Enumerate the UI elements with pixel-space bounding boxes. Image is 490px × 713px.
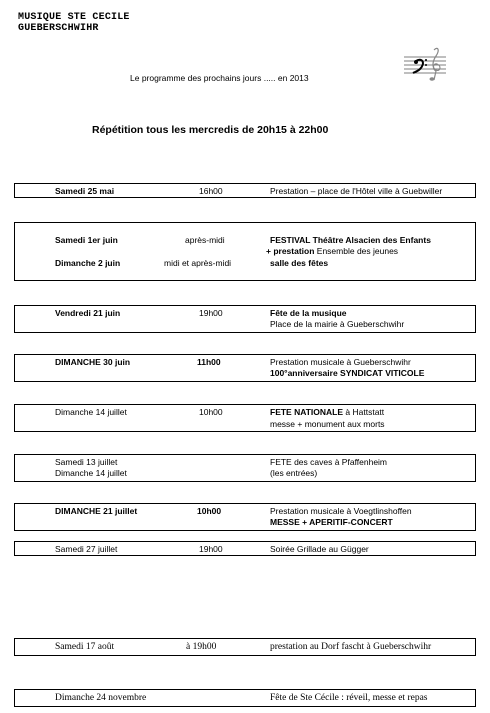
event-time: 19h00: [199, 308, 223, 318]
event-description-rest: à Hattstatt: [343, 407, 385, 417]
event-time: 11h00: [197, 357, 221, 367]
event-day: Samedi 25 mai: [55, 186, 115, 196]
music-staff-clef-icon: [404, 44, 448, 82]
event-description: Soirée Grillade au Gügger: [270, 544, 369, 554]
event-description: prestation au Dorf fascht à Gueberschwihr: [270, 642, 432, 652]
event-description: FETE des caves à Pfaffenheim: [270, 457, 388, 467]
event-description: Prestation musicale à Gueberschwihr: [270, 357, 411, 367]
event-day: Dimanche 14 juillet: [55, 468, 127, 478]
event-description: Prestation musicale à Voegtlinshoffen: [270, 506, 412, 516]
event-day: Samedi 13 juillet: [55, 457, 118, 467]
event-description: Fête de la musique: [270, 308, 347, 318]
event-day: DIMANCHE 21 juillet: [55, 506, 138, 516]
intro-text: Le programme des prochains jours ..... en 2013: [130, 73, 309, 83]
event-description: MESSE + APERITIF-CONCERT: [270, 517, 393, 527]
event-time: à 19h00: [186, 642, 217, 652]
village-name: GUEBERSCHWIHR: [18, 23, 99, 34]
event-description-bold: FETE NATIONALE: [270, 407, 344, 417]
event-description-rest: Ensemble des jeunes: [314, 246, 399, 256]
rehearsal-info: Répétition tous les mercredis de 20h15 à 22h00: [92, 124, 329, 136]
event-time: 16h00: [199, 186, 223, 196]
event-day: Vendredi 21 juin: [55, 308, 121, 318]
event-time: 19h00: [199, 544, 223, 554]
event-time: 10h00: [199, 407, 223, 417]
event-description: [270, 407, 384, 417]
event-day: Dimanche 24 novembre: [55, 693, 147, 703]
event-description: FESTIVAL Théâtre Alsacien des Enfants: [270, 235, 431, 245]
event-day: Dimanche 2 juin: [55, 258, 121, 268]
event-box: [14, 222, 476, 281]
event-time: après-midi: [185, 235, 225, 245]
event-description: messe + monument aux morts: [270, 419, 385, 429]
event-description: (les entrées): [270, 468, 318, 478]
event-time: 10h00: [197, 506, 222, 516]
event-time: midi et après-midi: [164, 258, 232, 268]
event-day: DIMANCHE 30 juin: [55, 357, 131, 367]
event-day: Samedi 27 juillet: [55, 544, 118, 554]
event-description: Prestation – place de l'Hôtel ville à Guebwiller: [270, 186, 443, 196]
event-description: Place de la mairie à Gueberschwihr: [270, 319, 405, 329]
event-day: Samedi 1er juin: [55, 235, 118, 245]
association-name: MUSIQUE STE CECILE: [18, 12, 130, 23]
event-day: Dimanche 14 juillet: [55, 407, 127, 417]
event-day: Samedi 17 août: [55, 642, 115, 652]
event-description: salle des fêtes: [270, 258, 329, 268]
event-description-bold: + prestation: [266, 246, 315, 256]
event-description: 100°anniversaire SYNDICAT VITICOLE: [270, 368, 425, 378]
event-description: [266, 246, 398, 256]
event-description: Fête de Ste Cécile : réveil, messe et repas: [270, 693, 428, 703]
